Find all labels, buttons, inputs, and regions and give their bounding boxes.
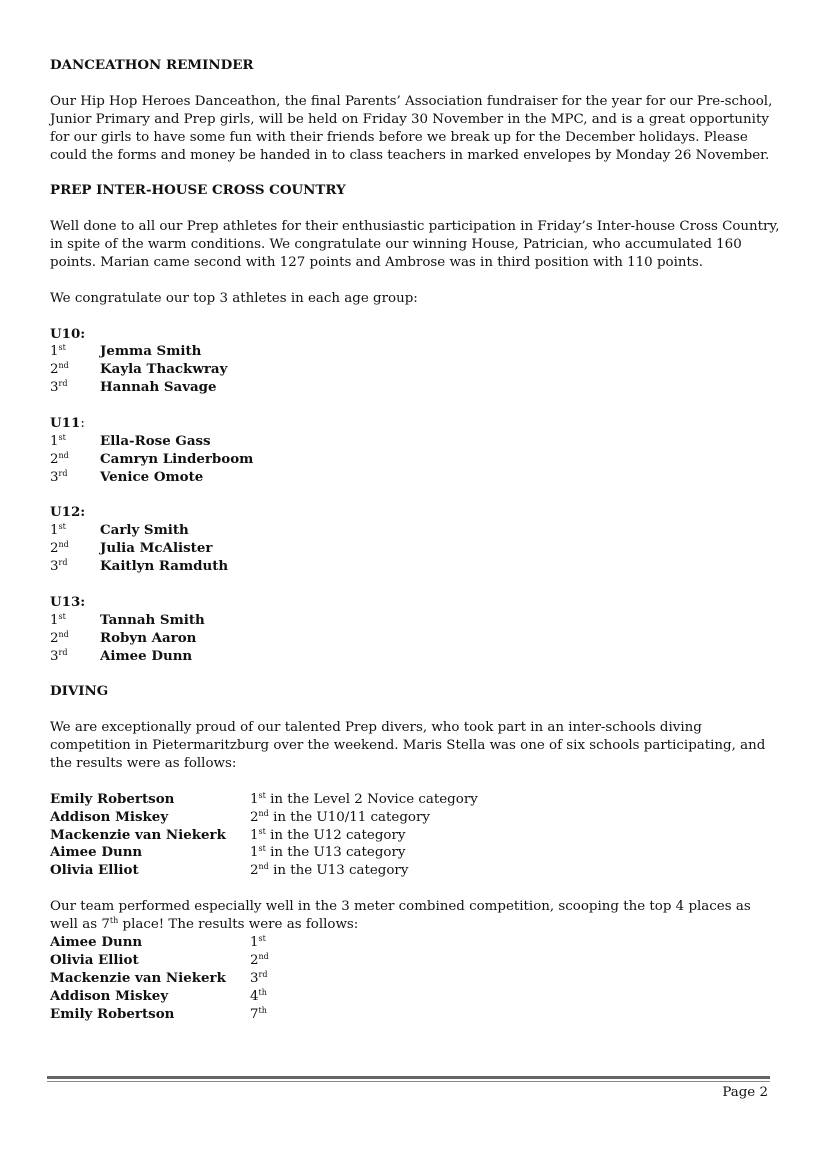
placing-suffix: st [58, 611, 66, 621]
age-group-label: U11 [50, 414, 81, 431]
diving-result-row [50, 827, 780, 845]
placing-position [50, 540, 100, 558]
cross-country-paragraph: Well done to all our Prep athletes for their enthusiastic participation in Friday’s Inter-house Cross Country, in spite of the warm conditions. We congratulate our winning House, Patrician, who accumulated 160 points. Marian came second with 127 points and Ambrose was in third position with 110 points. [50, 219, 780, 270]
age-group-label: U13: [50, 593, 86, 610]
combined-result [250, 934, 266, 952]
footer-rule-thin [47, 1081, 770, 1082]
placing-number: 1 [50, 612, 59, 628]
placing-row [50, 630, 780, 648]
combined-result-row [50, 1006, 780, 1024]
placing-position [50, 379, 100, 397]
result-number: 7 [250, 1006, 259, 1022]
athlete-name: Aimee Dunn [100, 647, 193, 664]
placing-number: 2 [50, 630, 59, 646]
age-group-title [50, 326, 780, 344]
placing-number: 2 [50, 362, 59, 378]
combined-result [250, 988, 267, 1006]
combined-intro [50, 898, 780, 934]
diver-name: Addison Miskey [50, 808, 169, 825]
result-number: 1 [250, 845, 259, 861]
combined-result-row [50, 988, 780, 1006]
placing-position [50, 343, 100, 361]
diver-name: Olivia Elliot [50, 951, 139, 968]
placing-row [50, 469, 780, 487]
result-number: 3 [250, 970, 259, 986]
combined-result [250, 1006, 267, 1024]
placing-suffix: st [58, 522, 66, 532]
result-suffix: th [258, 987, 267, 997]
diving-result-row [50, 862, 780, 880]
diver-name: Aimee Dunn [50, 844, 143, 861]
placing-position [50, 522, 100, 540]
placing-suffix: nd [58, 540, 69, 550]
age-group [50, 326, 780, 398]
page-number: Page 2 [722, 1085, 768, 1100]
age-group-title [50, 594, 780, 612]
result-suffix: nd [258, 862, 269, 872]
placing-number: 1 [50, 523, 59, 539]
placing-position [50, 433, 100, 451]
placing-suffix: nd [58, 629, 69, 639]
placing-number: 3 [50, 648, 59, 664]
athlete-name: Carly Smith [100, 522, 189, 539]
combined-result [250, 952, 269, 970]
placing-row [50, 451, 780, 469]
result-suffix: th [258, 1005, 267, 1015]
cross-country-heading: PREP INTER-HOUSE CROSS COUNTRY [50, 182, 346, 199]
athlete-name: Jemma Smith [100, 343, 202, 360]
placing-position [50, 612, 100, 630]
athlete-name: Robyn Aaron [100, 629, 197, 646]
combined-intro-suffix: th [109, 916, 119, 926]
diver-name: Mackenzie van Niekerk [50, 826, 226, 843]
result-number: 2 [250, 809, 259, 825]
age-group [50, 504, 780, 576]
diver-name: Emily Robertson [50, 1005, 175, 1022]
placing-position [50, 630, 100, 648]
result-text: in the U12 category [265, 827, 406, 843]
diving-result [250, 827, 405, 845]
placing-suffix: rd [58, 647, 68, 657]
placing-suffix: st [58, 343, 66, 353]
result-text: in the U13 category [265, 845, 406, 861]
footer-rule [47, 1076, 770, 1079]
diving-result [250, 844, 405, 862]
placing-row [50, 361, 780, 379]
placing-row [50, 433, 780, 451]
placing-position [50, 451, 100, 469]
athlete-name: Camryn Linderboom [100, 450, 254, 467]
diver-name: Emily Robertson [50, 790, 175, 807]
placing-row [50, 379, 780, 397]
placing-position [50, 558, 100, 576]
diving-result-row [50, 844, 780, 862]
result-number: 2 [250, 952, 259, 968]
combined-result-row [50, 952, 780, 970]
result-suffix: st [258, 826, 266, 836]
age-group-title [50, 415, 780, 433]
placing-suffix: st [58, 432, 66, 442]
age-group-label: U10: [50, 325, 86, 342]
placing-row [50, 540, 780, 558]
combined-result-row [50, 970, 780, 988]
placing-position [50, 361, 100, 379]
result-suffix: rd [258, 969, 268, 979]
combined-results-list [50, 934, 780, 1023]
diving-results-list [50, 791, 780, 880]
athlete-name: Kayla Thackwray [100, 361, 228, 378]
result-suffix: nd [258, 808, 269, 818]
combined-result-row [50, 934, 780, 952]
placing-suffix: rd [58, 468, 68, 478]
placing-position [50, 469, 100, 487]
age-group [50, 415, 780, 487]
diving-result-row [50, 809, 780, 827]
result-suffix: st [258, 844, 266, 854]
result-number: 4 [250, 988, 259, 1004]
danceathon-heading: DANCEATHON REMINDER [50, 57, 254, 73]
age-group-title [50, 504, 780, 522]
diver-name: Aimee Dunn [50, 933, 143, 950]
diving-paragraph: We are exceptionally proud of our talented Prep divers, who took part in an inter-schools diving competition in Pietermaritzburg over the weekend. Maris Stella was one of six schools participating, and the results were as follows: [50, 720, 766, 771]
placing-position [50, 648, 100, 666]
diving-result [250, 862, 408, 880]
athlete-name: Kaitlyn Ramduth [100, 558, 229, 575]
placing-suffix: nd [58, 450, 69, 460]
result-number: 1 [250, 827, 259, 843]
placing-number: 3 [50, 559, 59, 575]
result-number: 1 [250, 934, 259, 950]
result-text: in the U13 category [268, 863, 409, 879]
placing-row [50, 612, 780, 630]
diving-result [250, 809, 430, 827]
placing-row [50, 343, 780, 361]
placing-number: 2 [50, 451, 59, 467]
age-groups [50, 326, 780, 666]
result-number: 2 [250, 863, 259, 879]
placing-number: 3 [50, 469, 59, 485]
placing-number: 2 [50, 541, 59, 557]
document-body [50, 57, 780, 1023]
age-group-colon: : [80, 415, 85, 431]
diving-result [250, 791, 478, 809]
placing-number: 3 [50, 380, 59, 396]
result-text: in the Level 2 Novice category [265, 791, 478, 807]
diver-name: Mackenzie van Niekerk [50, 969, 226, 986]
placing-suffix: nd [58, 361, 69, 371]
athlete-name: Tannah Smith [100, 611, 205, 628]
combined-intro-text-a: Our team performed especially well in the 3 meter combined competition, scooping the top 4 places as well as [50, 899, 751, 933]
age-group-label: U12: [50, 504, 86, 521]
athlete-name: Julia McAlister [100, 540, 213, 557]
diving-result-row [50, 791, 780, 809]
athlete-name: Hannah Savage [100, 379, 217, 396]
athlete-name: Venice Omote [100, 468, 204, 485]
placing-row [50, 522, 780, 540]
combined-intro-num: 7 [101, 917, 110, 933]
placing-row [50, 558, 780, 576]
diver-name: Olivia Elliot [50, 862, 139, 879]
danceathon-paragraph: Our Hip Hop Heroes Danceathon, the final Parents’ Association fundraiser for the year for our Pre-school, Junior Primary and Prep girls, will be held on Friday 30 November in the MPC, and is a great opportunity for our girls to have some fun with their friends before we break up for the December holidays. Please could the forms and money be handed in to class teachers in marked envelopes by Monday 26 November. [50, 93, 773, 163]
combined-intro-text-b: place! The results were as follows: [118, 917, 359, 933]
placing-suffix: rd [58, 379, 68, 389]
athlete-name: Ella-Rose Gass [100, 432, 211, 449]
cross-country-intro: We congratulate our top 3 athletes in each age group: [50, 290, 418, 306]
result-suffix: st [258, 933, 266, 943]
combined-result [250, 970, 267, 988]
diver-name: Addison Miskey [50, 987, 169, 1004]
result-suffix: st [258, 790, 266, 800]
result-suffix: nd [258, 951, 269, 961]
result-text: in the U10/11 category [268, 809, 430, 825]
diving-heading: DIVING [50, 683, 109, 700]
age-group [50, 594, 780, 666]
result-number: 1 [250, 791, 259, 807]
placing-row [50, 648, 780, 666]
placing-number: 1 [50, 433, 59, 449]
placing-number: 1 [50, 344, 59, 360]
placing-suffix: rd [58, 558, 68, 568]
